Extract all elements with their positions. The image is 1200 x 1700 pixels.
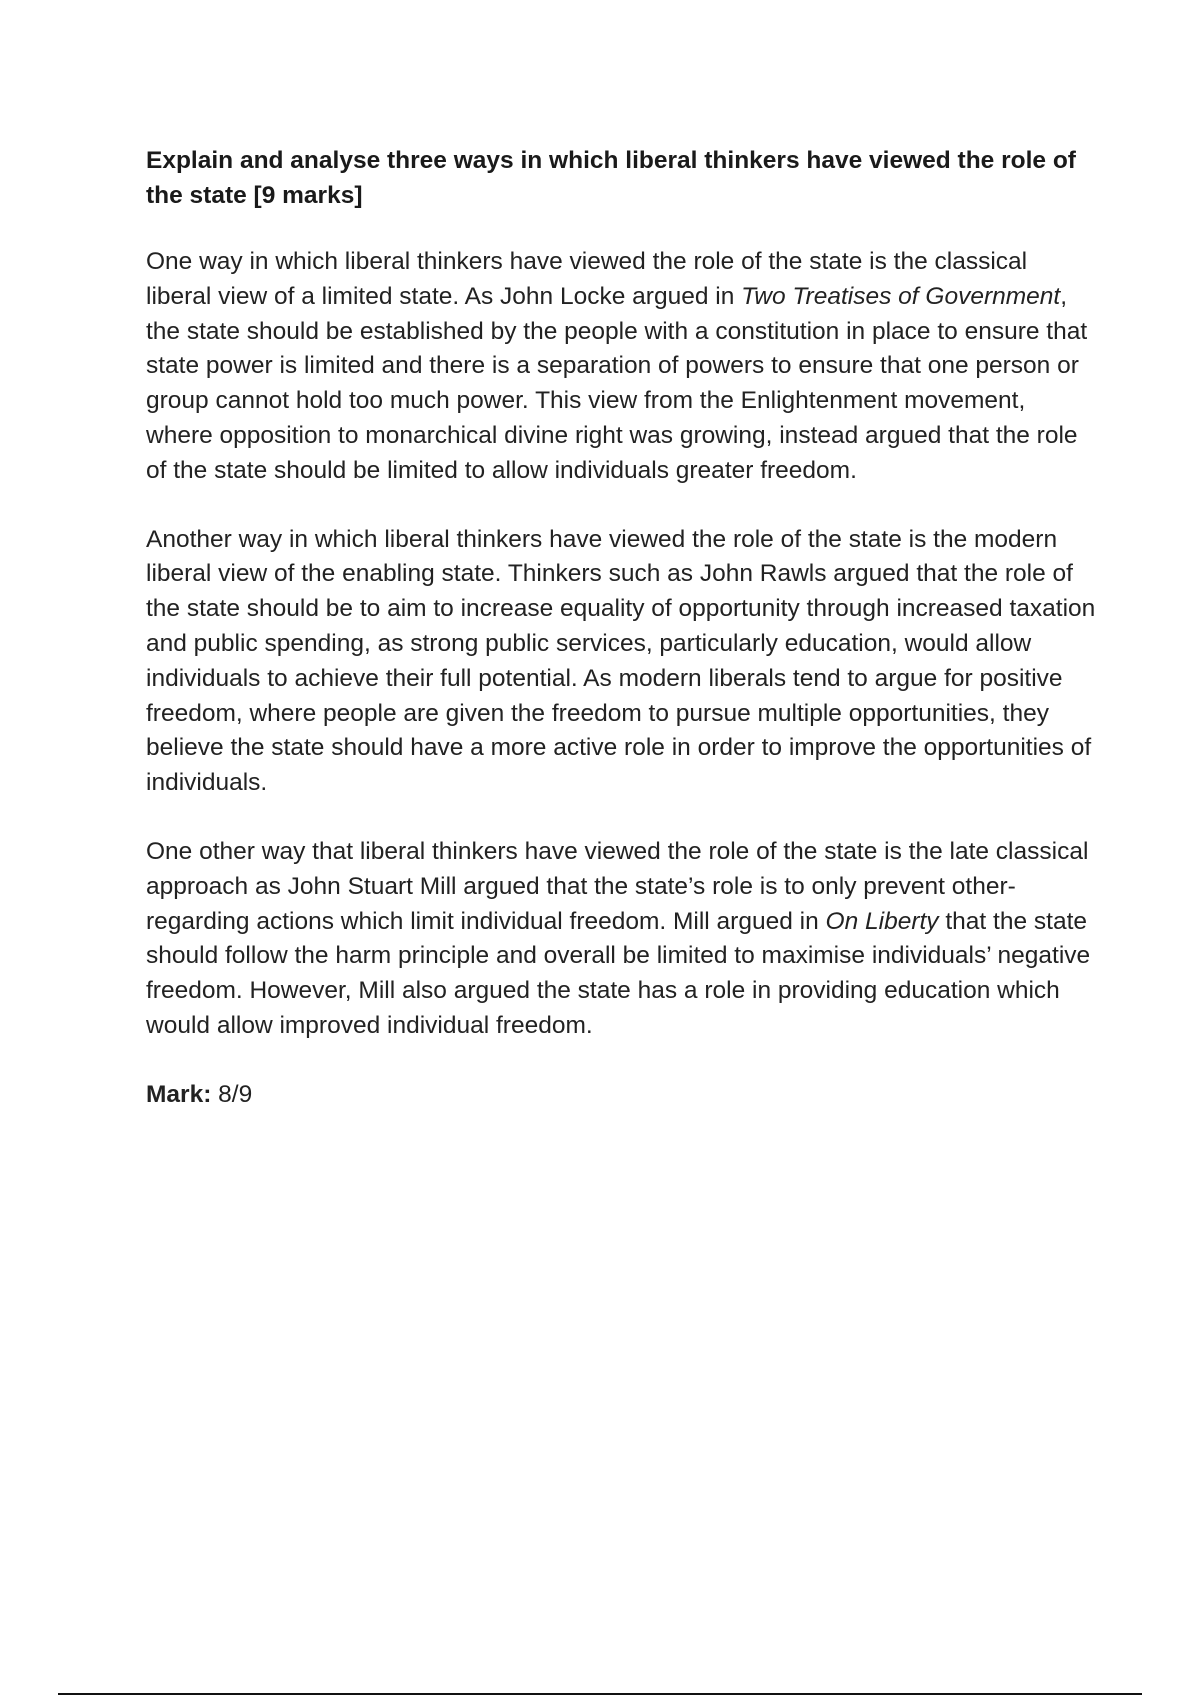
paragraph-3-text-a: One other way that liberal thinkers have viewed the role of the state is the late classical approach as John Stuart Mill argued that the state’s role is to only prevent other-regarding actions which limit individual freedom. Mill argued in — [146, 837, 1089, 935]
bottom-divider — [58, 1693, 1142, 1695]
mark-label: Mark: — [146, 1080, 212, 1108]
answer-paragraph-3 — [146, 835, 1096, 1044]
mark-line — [146, 1078, 1096, 1113]
document-page — [146, 143, 1096, 1113]
paragraph-1-text-b: , the state should be established by the people with a constitution in place to ensure that state power is limited and there is a separation of powers to ensure that one person or group cannot hold too much power. This view from the Enlightenment movement, where opposition to monarchical divine right was growing, instead argued that the role of the state should be limited to allow individuals greater freedom. — [146, 282, 1088, 484]
answer-paragraph-2: Another way in which liberal thinkers have viewed the role of the state is the modern liberal view of the enabling state. Thinkers such as John Rawls argued that the role of the state should be to aim to increase equality of opportunity through increased taxation and public spending, as strong public services, particularly education, would allow individuals to achieve their full potential. As modern liberals tend to argue for positive freedom, where people are given the freedom to pursue multiple opportunities, they believe the state should have a more active role in order to improve the opportunities of individuals. — [146, 525, 1096, 797]
work-title-two-treatises: Two Treatises of Government — [741, 282, 1061, 310]
paragraph-3-text-b: that the state should follow the harm principle and overall be limited to maximise individuals’ negative freedom. However, Mill also argued the state has a role in providing education which would allow improved individual freedom. — [146, 907, 1091, 1039]
answer-paragraph-1 — [146, 245, 1096, 489]
question-heading: Explain and analyse three ways in which liberal thinkers have viewed the role of the state [9 marks] — [146, 147, 1076, 209]
paragraph-1-text-a: One way in which liberal thinkers have viewed the role of the state is the classical liberal view of a limited state. As John Locke argued in — [146, 248, 1028, 310]
work-title-on-liberty: On Liberty — [825, 907, 939, 935]
mark-value: 8/9 — [218, 1080, 253, 1108]
